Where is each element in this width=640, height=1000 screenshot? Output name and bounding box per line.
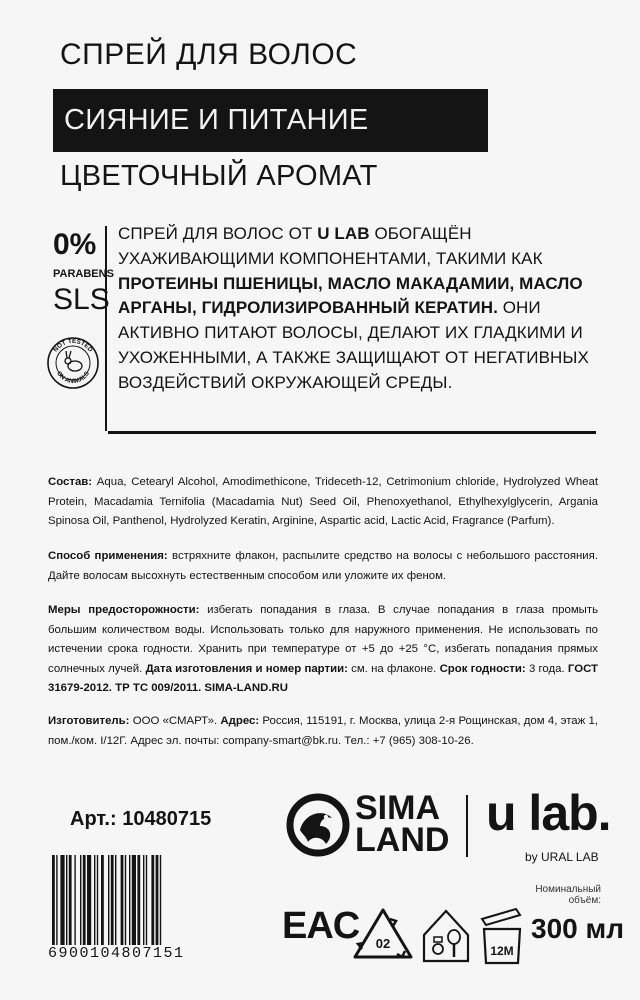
standards-text: ГОСТ 31679-2012. ТР ТС 009/2011. SIMA-LAND.RU <box>48 662 598 694</box>
manufacturer-label: Изготовитель: <box>48 715 130 727</box>
care-product-icon <box>418 905 474 970</box>
date-label: Дата изготовления и номер партии: <box>145 662 348 675</box>
ural-lab-caption: by URAL LAB <box>525 850 599 864</box>
not-tested-on-animals-icon <box>46 336 100 395</box>
parabens-label: PARABENS <box>53 268 114 280</box>
ulab-logo: u lab. <box>486 785 611 841</box>
composition-block <box>48 473 598 532</box>
date-text: см. на флаконе. <box>347 662 437 675</box>
composition-label: Состав: <box>48 476 93 488</box>
percent-badge: 0% <box>53 228 97 261</box>
logo-separator <box>466 795 468 857</box>
barcode-number: 6900104807151 <box>48 945 185 962</box>
volume-value: 300 мл <box>531 913 624 944</box>
description-text: ОБОГАЩЁН УХАЖИВАЮЩИМИ КОМПОНЕНТАМИ, ТАКИМИ КАК <box>118 224 543 268</box>
description-text: ОНИ АКТИВНО ПИТАЮТ ВОЛОСЫ, ДЕЛАЮТ ИХ ГЛАДКИМИ И УХОЖЕННЫМИ, А ТАКЖЕ ЗАЩИЩАЮТ ОТ НЕГАТИВНЫХ ВОЗДЕЙСТВИЙ ОКРУЖАЮЩЕЙ СРЕДЫ. <box>118 298 589 392</box>
volume-note-line2: объём: <box>568 895 601 906</box>
divider-horizontal <box>108 431 596 434</box>
manufacturer-name: ООО «СМАРТ». <box>129 715 221 727</box>
product-title: СПРЕЙ ДЛЯ ВОЛОС <box>60 38 358 71</box>
article-number: Арт.: 10480715 <box>70 808 212 830</box>
precautions-block <box>48 601 598 699</box>
sima-land-logo <box>355 789 450 859</box>
pao-label: 12M <box>490 944 514 958</box>
sima-logo-line1: SIMA <box>355 789 440 827</box>
svg-text:NOT TESTED: NOT TESTED <box>52 337 94 354</box>
product-subtitle: СИЯНИЕ И ПИТАНИЕ <box>64 104 369 136</box>
manufacturer-block <box>48 712 598 751</box>
precautions-text: избегать попадания в глаза. В случае попадания в глаза промыть большим количеством воды. Использовать только для наружного применения. Не использовать по истечении срока годности. Хранить при температуре от +5 до +25 °С, избегать попадания прямых солнечных лучей. <box>48 604 598 675</box>
shelf-life-text: 3 года. <box>525 662 568 675</box>
precautions-label: Меры предосторожности: <box>48 604 200 616</box>
sls-label: SLS <box>53 283 110 316</box>
product-description <box>118 222 596 396</box>
volume-note <box>525 884 601 906</box>
description-text: СПРЕЙ ДЛЯ ВОЛОС ОТ <box>118 224 318 243</box>
product-scent: ЦВЕТОЧНЫЙ АРОМАТ <box>60 160 378 192</box>
volume-note-line1: Номинальный <box>535 884 601 895</box>
address-text: Россия, 115191, г. Москва, улица 2-я Рощинская, дом 4, этаж 1, пом./ком. I/12Г. Адрес эл. почты: company-smart@bk.ru. Тел.: +7 (965) 308-10-26. <box>48 715 598 747</box>
shelf-life-label: Срок годности: <box>439 662 526 675</box>
address-label: Адрес: <box>220 715 260 727</box>
description-ingredients: ПРОТЕИНЫ ПШЕНИЦЫ, МАСЛО МАКАДАМИИ, МАСЛО АРГАНЫ, ГИДРОЛИЗИРОВАННЫЙ КЕРАТИН. <box>118 273 583 318</box>
svg-text:ON ANIMALS: ON ANIMALS <box>55 370 91 386</box>
sima-logo-line2: LAND <box>355 821 450 859</box>
composition-text: Aqua, Cetearyl Alcohol, Amodimethicone, Trideceth-12, Cetrimonium chloride, Hydrolyzed Wheat Protein, Macadamia Ternifolia (Macadamia Nut) Seed Oil, Phenoxyethanol, Ethylhexylglycerin, Argania Spinosa Oil, Panthenol, Hydrolyzed Keratin, Arginine, Aspartic acid, Lactic Acid, Fragrance (Parfum). <box>48 476 598 527</box>
usage-block <box>48 547 598 586</box>
recycle-icon <box>350 905 416 968</box>
recycle-code: 02 <box>375 936 391 951</box>
subtitle-bar <box>53 89 488 152</box>
usage-text: встряхните флакон, распылите средство на волосы с небольшого расстояния. Дайте волосам высохнуть естественным способом или уложите их феном. <box>48 550 598 582</box>
eac-mark: EAC <box>282 905 360 947</box>
sima-land-logo-icon <box>286 792 350 863</box>
period-after-opening-icon <box>478 905 526 972</box>
divider-vertical <box>105 226 107 431</box>
usage-label: Способ применения: <box>48 550 168 562</box>
description-brand: U LAB <box>317 224 370 243</box>
